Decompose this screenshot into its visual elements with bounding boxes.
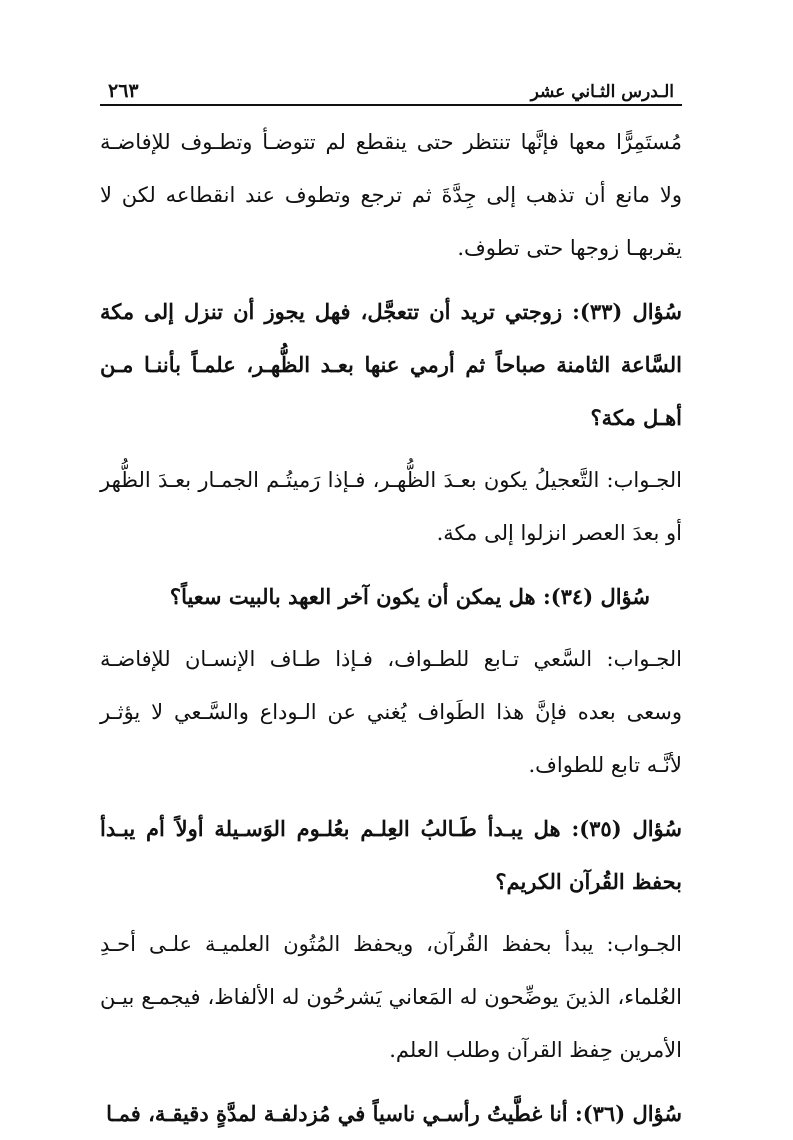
question-33: سُؤال (٣٣): زوجتي تريد أن تتعجَّل، فهل يجوز أن تنزل إلى مكة السَّاعة الثامنة صباحاً ثم أرمي عنها بعـد الظُّهـر، علمـاً بأننـا مـن أهـل مكة؟ bbox=[100, 299, 682, 430]
answer-35: الجـواب: يبدأ بحفظ القُرآن، ويحفظ المُتُون العلميـة علـى أحـدِ العُلماء، الذينَ يوضِّحون له المَعاني يَشرحُون له الألفاظ، فيجمـع بيـن الأمرين حِفظ القرآن وطلب العلم. bbox=[100, 932, 682, 1062]
continuation-paragraph: مُستَمِرًّا معها فإنَّها تنتظر حتى ينقطع لم تتوضـأ وتطـوف للإفاضـة ولا مانع أن تذهب إلى جِدَّةَ ثم ترجع وتطوف عند انقطاعه لكن لا يقربهـا زوجها حتى تطوف. bbox=[100, 130, 682, 260]
page-body bbox=[100, 116, 682, 1140]
lesson-title: الـدرس الثـاني عشر bbox=[530, 82, 674, 102]
question-35: سُؤال (٣٥): هل يبـدأ طَـالبُ العِلـم بعُلـوم الوَسـيلة أولاً أم يبـدأ بحفظ القُرآن الكريم؟ bbox=[100, 816, 682, 894]
question-34: سُؤال (٣٤): هل يمكن أن يكون آخر العهد بالبيت سعياً؟ bbox=[169, 584, 650, 609]
page-header bbox=[100, 70, 682, 106]
answer-34: الجـواب: السَّعي تـابع للطـواف، فـإذا طـاف الإنسـان للإفاضـة وسعى بعده فإنَّ هذا الطَواف يُغني عن الـوداع والسَّـعي لا يؤثـر لأنَّـه تابع للطواف. bbox=[100, 647, 682, 777]
question-36: سُؤال (٣٦): أنا غطَّيتُ رأسـي ناسياً في مُزدلفـة لمدَّةٍ دقيقـة، فمـا bbox=[106, 1101, 682, 1126]
document-page bbox=[100, 70, 682, 1140]
answer-33: الجـواب: التَّعجيلُ يكون بعـدَ الظُّهـر، فـإذا رَميتُـم الجمـار بعـدَ الظُّهر أو بعدَ العصر انزلوا إلى مكة. bbox=[100, 468, 682, 545]
page-number: ٢٦٣ bbox=[108, 80, 139, 102]
